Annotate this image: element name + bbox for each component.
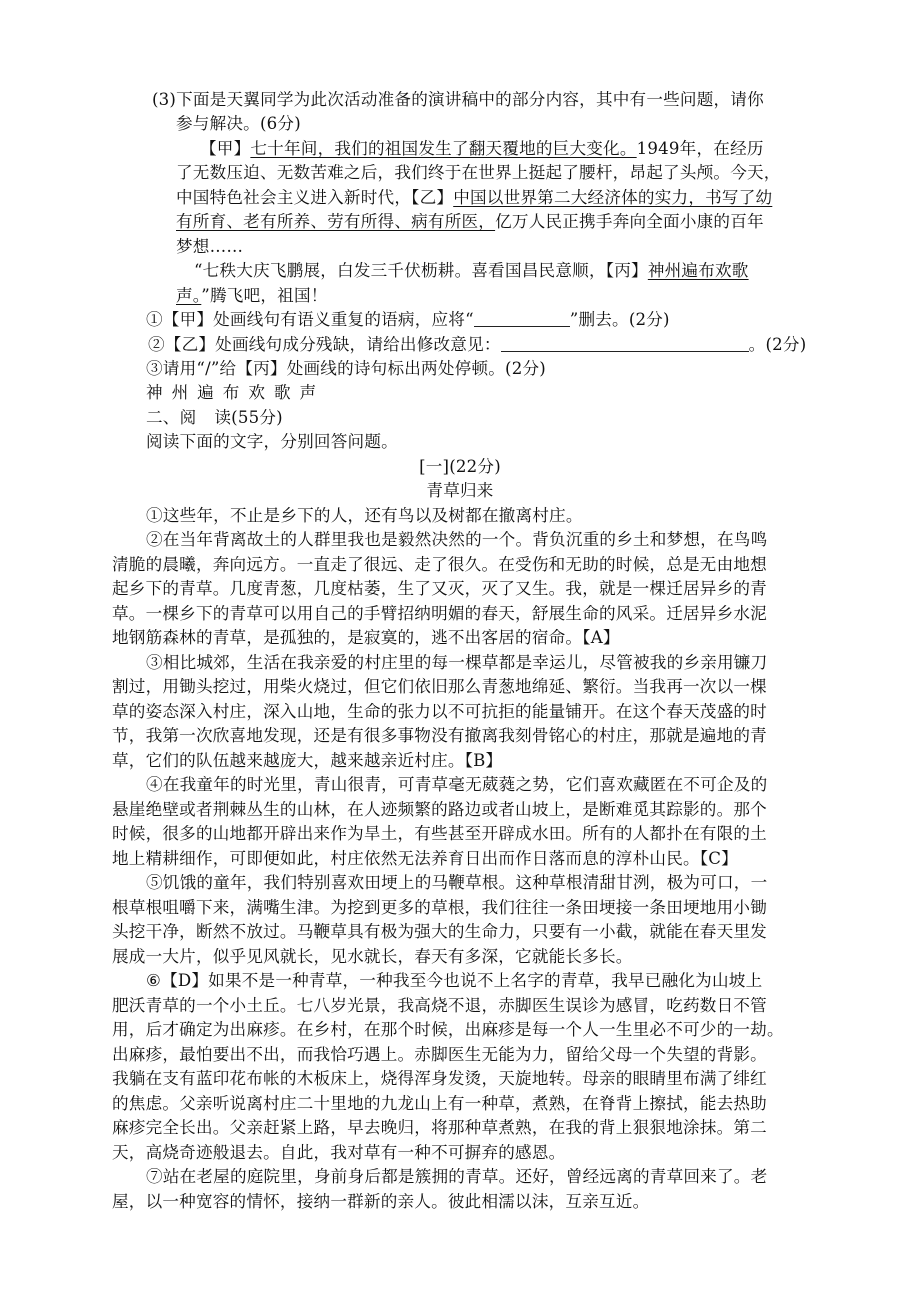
part-one-heading: [一](22分) [419, 457, 501, 476]
speech-text: 1949年，在经历 [636, 139, 764, 158]
question-intro-line-2: 参与解决。(6分) [176, 114, 301, 133]
article-line: 出麻疹，最怕要出不出，而我恰巧遇上。赤脚医生无能为力，留给父母一个失望的背影。 [112, 1045, 767, 1064]
article-line: 头挖干净，断然不放过。马鞭草具有极为强大的生命力，只要有一小截，就能在春天里发 [112, 922, 767, 941]
article-line: 悬崖绝壁或者荆棘丛生的山林，在人迹频繁的路边或者山坡上，是断难觅其踪影的。那个 [112, 800, 767, 819]
article-line: ②在当年背离故土的人群里我也是毅然决然的一个。背负沉重的乡土和梦想，在鸟鸣 [146, 530, 768, 549]
article-line: ⑥【D】如果不是一种青草，一种我至今也说不上名字的青草，我早已融化为山坡上 [146, 971, 763, 990]
sub-question-text: ”删去。(2分) [569, 310, 670, 329]
reading-instruction: 阅读下面的文字，分别回答问题。 [146, 432, 398, 451]
speech-paragraph-2-line-2 [176, 284, 328, 308]
marker-jia: 【甲】 [200, 139, 251, 158]
article-line: ①这些年，不止是乡下的人，还有鸟以及树都在撤离村庄。 [146, 506, 583, 525]
sub-question-1 [146, 308, 670, 332]
underlined-sentence-yi: 中国以世界第二大经济体的实力，书写了幼 [453, 188, 773, 207]
article-line: 节，我第一次欣喜地发现，还是有很多事物没有撤离我刻骨铭心的村庄，那就是遍地的青 [112, 726, 767, 745]
speech-text: ”腾飞吧，祖国！ [201, 286, 328, 305]
section-title-text: 读(55分) [214, 408, 283, 427]
article-line: ⑦站在老屋的庭院里，身前身后都是簇拥的青草。还好，曾经远离的青草回来了。老 [146, 1167, 768, 1186]
sub-question-text: 。(2分) [748, 335, 807, 354]
speech-paragraph-1-line-5: 梦想…… [176, 237, 244, 256]
speech-paragraph-1-line-4 [176, 210, 764, 234]
article-line: ⑤饥饿的童年，我们特别喜欢田埂上的马鞭草根。这种草根清甜甘洌，极为可口，一 [146, 873, 768, 892]
underlined-sentence-jia: 七十年间，我们的祖国发生了翻天覆地的巨大变化。 [250, 139, 637, 158]
section-two-title [146, 406, 283, 430]
article-line: 根草根咀嚼下来，满嘴生津。为挖到更多的草根，我们往往一条田埂接一条田埂地用小锄 [112, 898, 767, 917]
speech-text: “七秩大庆飞鹏展，白发三千伏枥耕。喜看国昌民意顺，【丙】 [194, 261, 648, 280]
underlined-sentence-yi-cont: 有所育、老有所养、劳有所得、病有所医， [176, 212, 496, 231]
article-line: 麻疹完全长出。父亲赶紧上路，早去晚归，将那种草煮熟，在我的背上狠狠地涂抹。第二 [112, 1118, 767, 1137]
article-line: ④在我童年的时光里，青山很青，可青草毫无葳蕤之势，它们喜欢藏匿在不可企及的 [146, 775, 768, 794]
article-line: 起乡下的青草。几度青葱，几度枯萎，生了又灭，灭了又生。我，就是一棵迁居异乡的青 [112, 579, 767, 598]
article-line: 清脆的晨曦，奔向远方。一直走了很远、走了很久。在受伤和无助的时候，总是无由地想 [112, 555, 767, 574]
speech-text: 亿万人民正携手奔向全面小康的百年 [495, 212, 764, 231]
article-line: 天，高烧奇迹般退去。自此，我对草有一种不可摒弃的感恩。 [112, 1143, 566, 1162]
article-line: 草。一棵乡下的青草可以用自己的手臂招纳明媚的春天，舒展生命的风采。迁居异乡水泥 [112, 604, 767, 623]
speech-paragraph-1-line-3 [176, 186, 772, 210]
article-line: ③相比城郊，生活在我亲爱的村庄里的每一棵草都是幸运儿，尽管被我的乡亲用镰刀 [146, 653, 768, 672]
article-line: 地钢筋森林的青草，是孤独的，是寂寞的，逃不出客居的宿命。【A】 [112, 628, 620, 647]
article-line: 草，它们的队伍越来越庞大，越来越亲近村庄。【B】 [112, 751, 503, 770]
article-line: 时候，很多的山地都开辟出来作为旱土，有些甚至开辟成水田。所有的人都扑在有限的土 [112, 824, 767, 843]
answer-blank-1[interactable] [474, 310, 570, 327]
article-line: 肥沃青草的一个小土丘。七八岁光景，我高烧不退，赤脚医生误诊为感冒，吃药数日不管 [112, 996, 767, 1015]
underlined-poem-bing-cont: 声。 [176, 286, 202, 305]
answer-blank-2[interactable] [501, 335, 749, 352]
article-line: 我躺在支有蓝印花布帐的木板床上，烧得浑身发烫，天旋地转。母亲的眼睛里布满了绯红 [112, 1069, 767, 1088]
article-title: 青草归来 [426, 481, 494, 500]
sub-question-text: ①【甲】处画线句有语义重复的语病，应将“ [146, 310, 474, 329]
section-title-text: 二、阅 [146, 408, 197, 427]
question-intro-line-1: (3)下面是天翼同学为此次活动准备的演讲稿中的部分内容，其中有一些问题，请你 [152, 90, 764, 109]
speech-text: 中国特色社会主义进入新时代，【乙】 [176, 188, 454, 207]
speech-paragraph-1-line-1 [200, 137, 764, 161]
article-line: 屋，以一种宽容的情怀，接纳一群新的亲人。彼此相濡以沫，互亲互近。 [112, 1192, 650, 1211]
article-line: 展成一大片，似乎见风就长，见水就长，春天有多深，它就能长多长。 [112, 947, 633, 966]
sub-question-text: ②【乙】处画线句成分残缺，请给出修改意见： [148, 335, 501, 354]
article-line: 用，后才确定为出麻疹。在乡村，在那个时候，出麻疹是每一个人一生里必不可少的一劫。 [112, 1020, 784, 1039]
sub-question-3: ③请用“/”给【丙】处画线的诗句标出两处停顿。(2分) [146, 359, 546, 378]
article-line: 的焦虑。父亲听说离村庄二十里地的九龙山上有一种草，煮熟，在脊背上擦拭，能去热助 [112, 1094, 767, 1113]
article-line: 割过，用锄头挖过，用柴火烧过，但它们依旧那么青葱地绵延、繁衍。当我再一次以一棵 [112, 677, 767, 696]
poem-line-answer: 神州遍布欢歌声 [146, 383, 326, 402]
underlined-poem-bing: 神州遍布欢歌 [647, 261, 749, 280]
article-line: 地上精耕细作，可即便如此，村庄依然无法养育日出而作日落而息的淳朴山民。【C】 [112, 849, 738, 868]
speech-paragraph-2-line-1 [194, 259, 749, 283]
article-line: 草的姿态深入村庄，深入山地，生命的张力以不可抗拒的能量铺开。在这个春天茂盛的时 [112, 702, 767, 721]
sub-question-2 [148, 333, 806, 357]
speech-paragraph-1-line-2: 了无数压迫、无数苦难之后，我们终于在世界上挺起了腰杆，昂起了头颅。今天， [176, 163, 781, 182]
